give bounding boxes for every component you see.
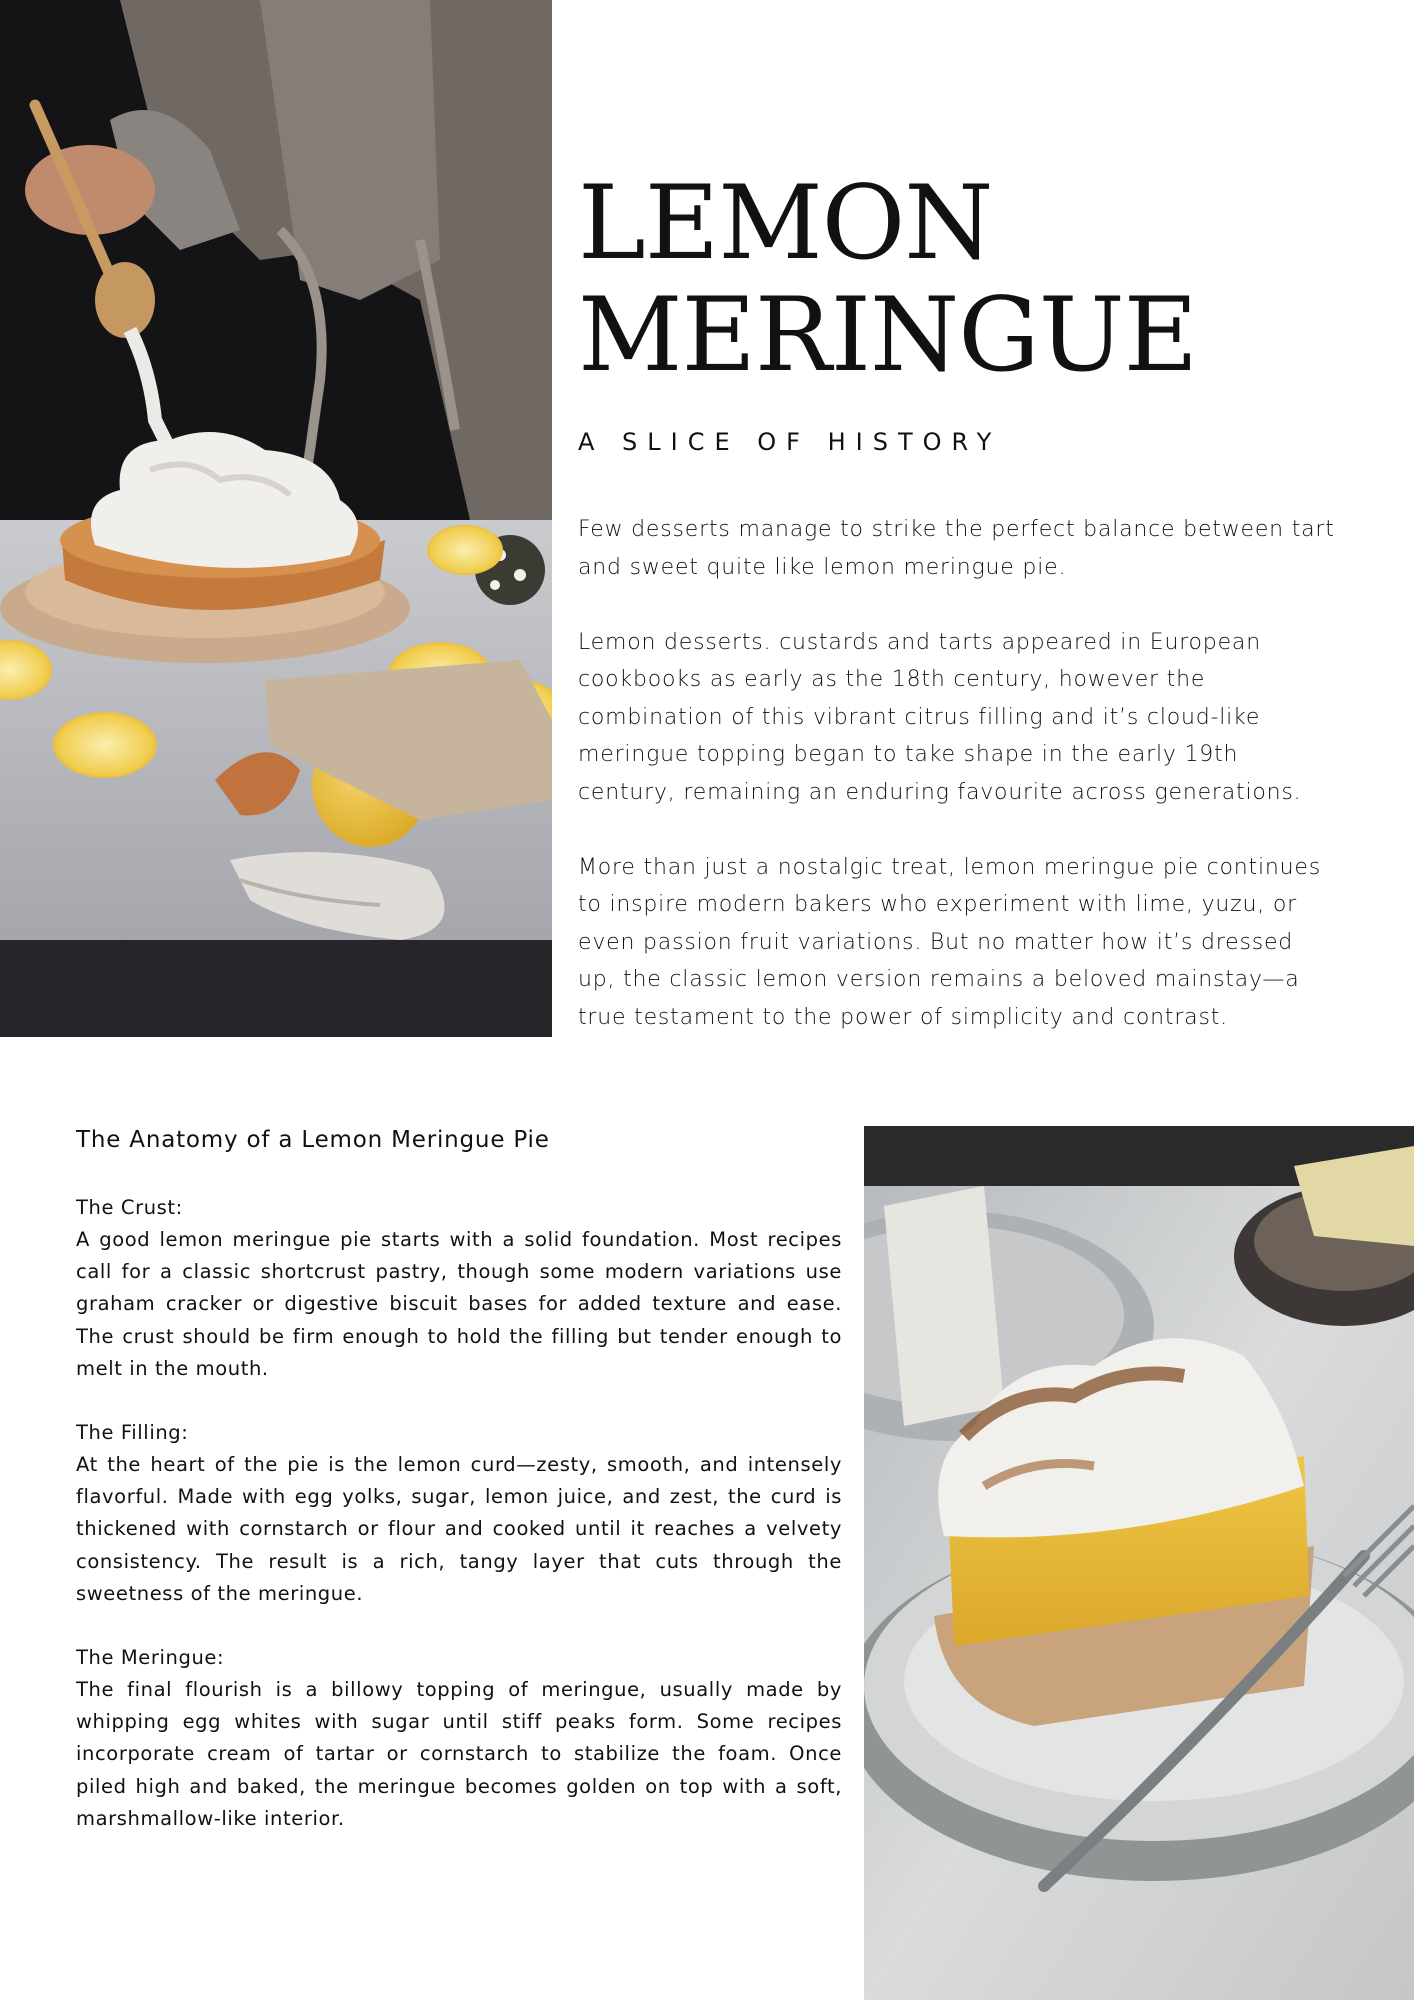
- anatomy-section: [76, 1124, 842, 1867]
- crust-title: The Crust:: [76, 1196, 183, 1219]
- meringue-body: The final flourish is a billowy topping of meringue, usually made by whipping egg whites with sugar until stiff peaks form. Some recipes incorporate cream of tartar or cornstarch to stabilize the foam. Once piled high and baked, the meringue becomes golden on top with a soft, marshmallow-like interior.: [76, 1678, 842, 1830]
- page-title: [578, 164, 1378, 395]
- anatomy-filling: [76, 1417, 842, 1610]
- anatomy-heading: The Anatomy of a Lemon Meringue Pie: [76, 1127, 550, 1153]
- intro-paragraph-2: Lemon desserts. custards and tarts appeared in European cookbooks as early as the 18th century, however the combination of this vibrant citrus filling and it’s cloud-like meringue topping began to take shape in the early 19th century, remaining an enduring favourite across generations.: [578, 629, 1302, 805]
- meringue-title: The Meringue:: [76, 1646, 225, 1670]
- anatomy-meringue: [76, 1642, 842, 1835]
- intro-paragraph-3: More than just a nostalgic treat, lemon meringue pie continues to inspire modern bakers who experiment with lime, yuzu, or even passion fruit variations. But no matter how it’s dressed up, the classic lemon version remains a beloved mainstay—a true testament to the power of simplicity and contrast.: [578, 854, 1321, 1030]
- title-line-2: MERINGUE: [578, 276, 1198, 395]
- crust-body: A good lemon meringue pie starts with a solid foundation. Most recipes call for a classic shortcrust pastry, though some modern variations use graham cracker or digestive biscuit bases for added texture and ease. The crust should be firm enough to hold the filling but tender enough to melt in the mouth.: [76, 1228, 842, 1380]
- filling-title: The Filling:: [76, 1421, 189, 1445]
- anatomy-crust: [76, 1192, 842, 1385]
- page-subtitle: A SLICE OF HISTORY: [578, 428, 1002, 456]
- pie-slice-photo: [864, 1126, 1414, 2000]
- intro-paragraph-1: Few desserts manage to strike the perfect balance between tart and sweet quite like lemon meringue pie.: [578, 517, 1335, 580]
- intro-text: [578, 511, 1338, 1074]
- title-line-1: LEMON: [578, 164, 993, 283]
- filling-body: At the heart of the pie is the lemon curd—zesty, smooth, and intensely flavorful. Made with egg yolks, sugar, lemon juice, and zest, the curd is thickened with cornstarch or flour and cooked until it reaches a velvety consistency. The result is a rich, tangy layer that cuts through the sweetness of the meringue.: [76, 1453, 842, 1605]
- hero-photo-baker-meringue: [0, 0, 552, 1037]
